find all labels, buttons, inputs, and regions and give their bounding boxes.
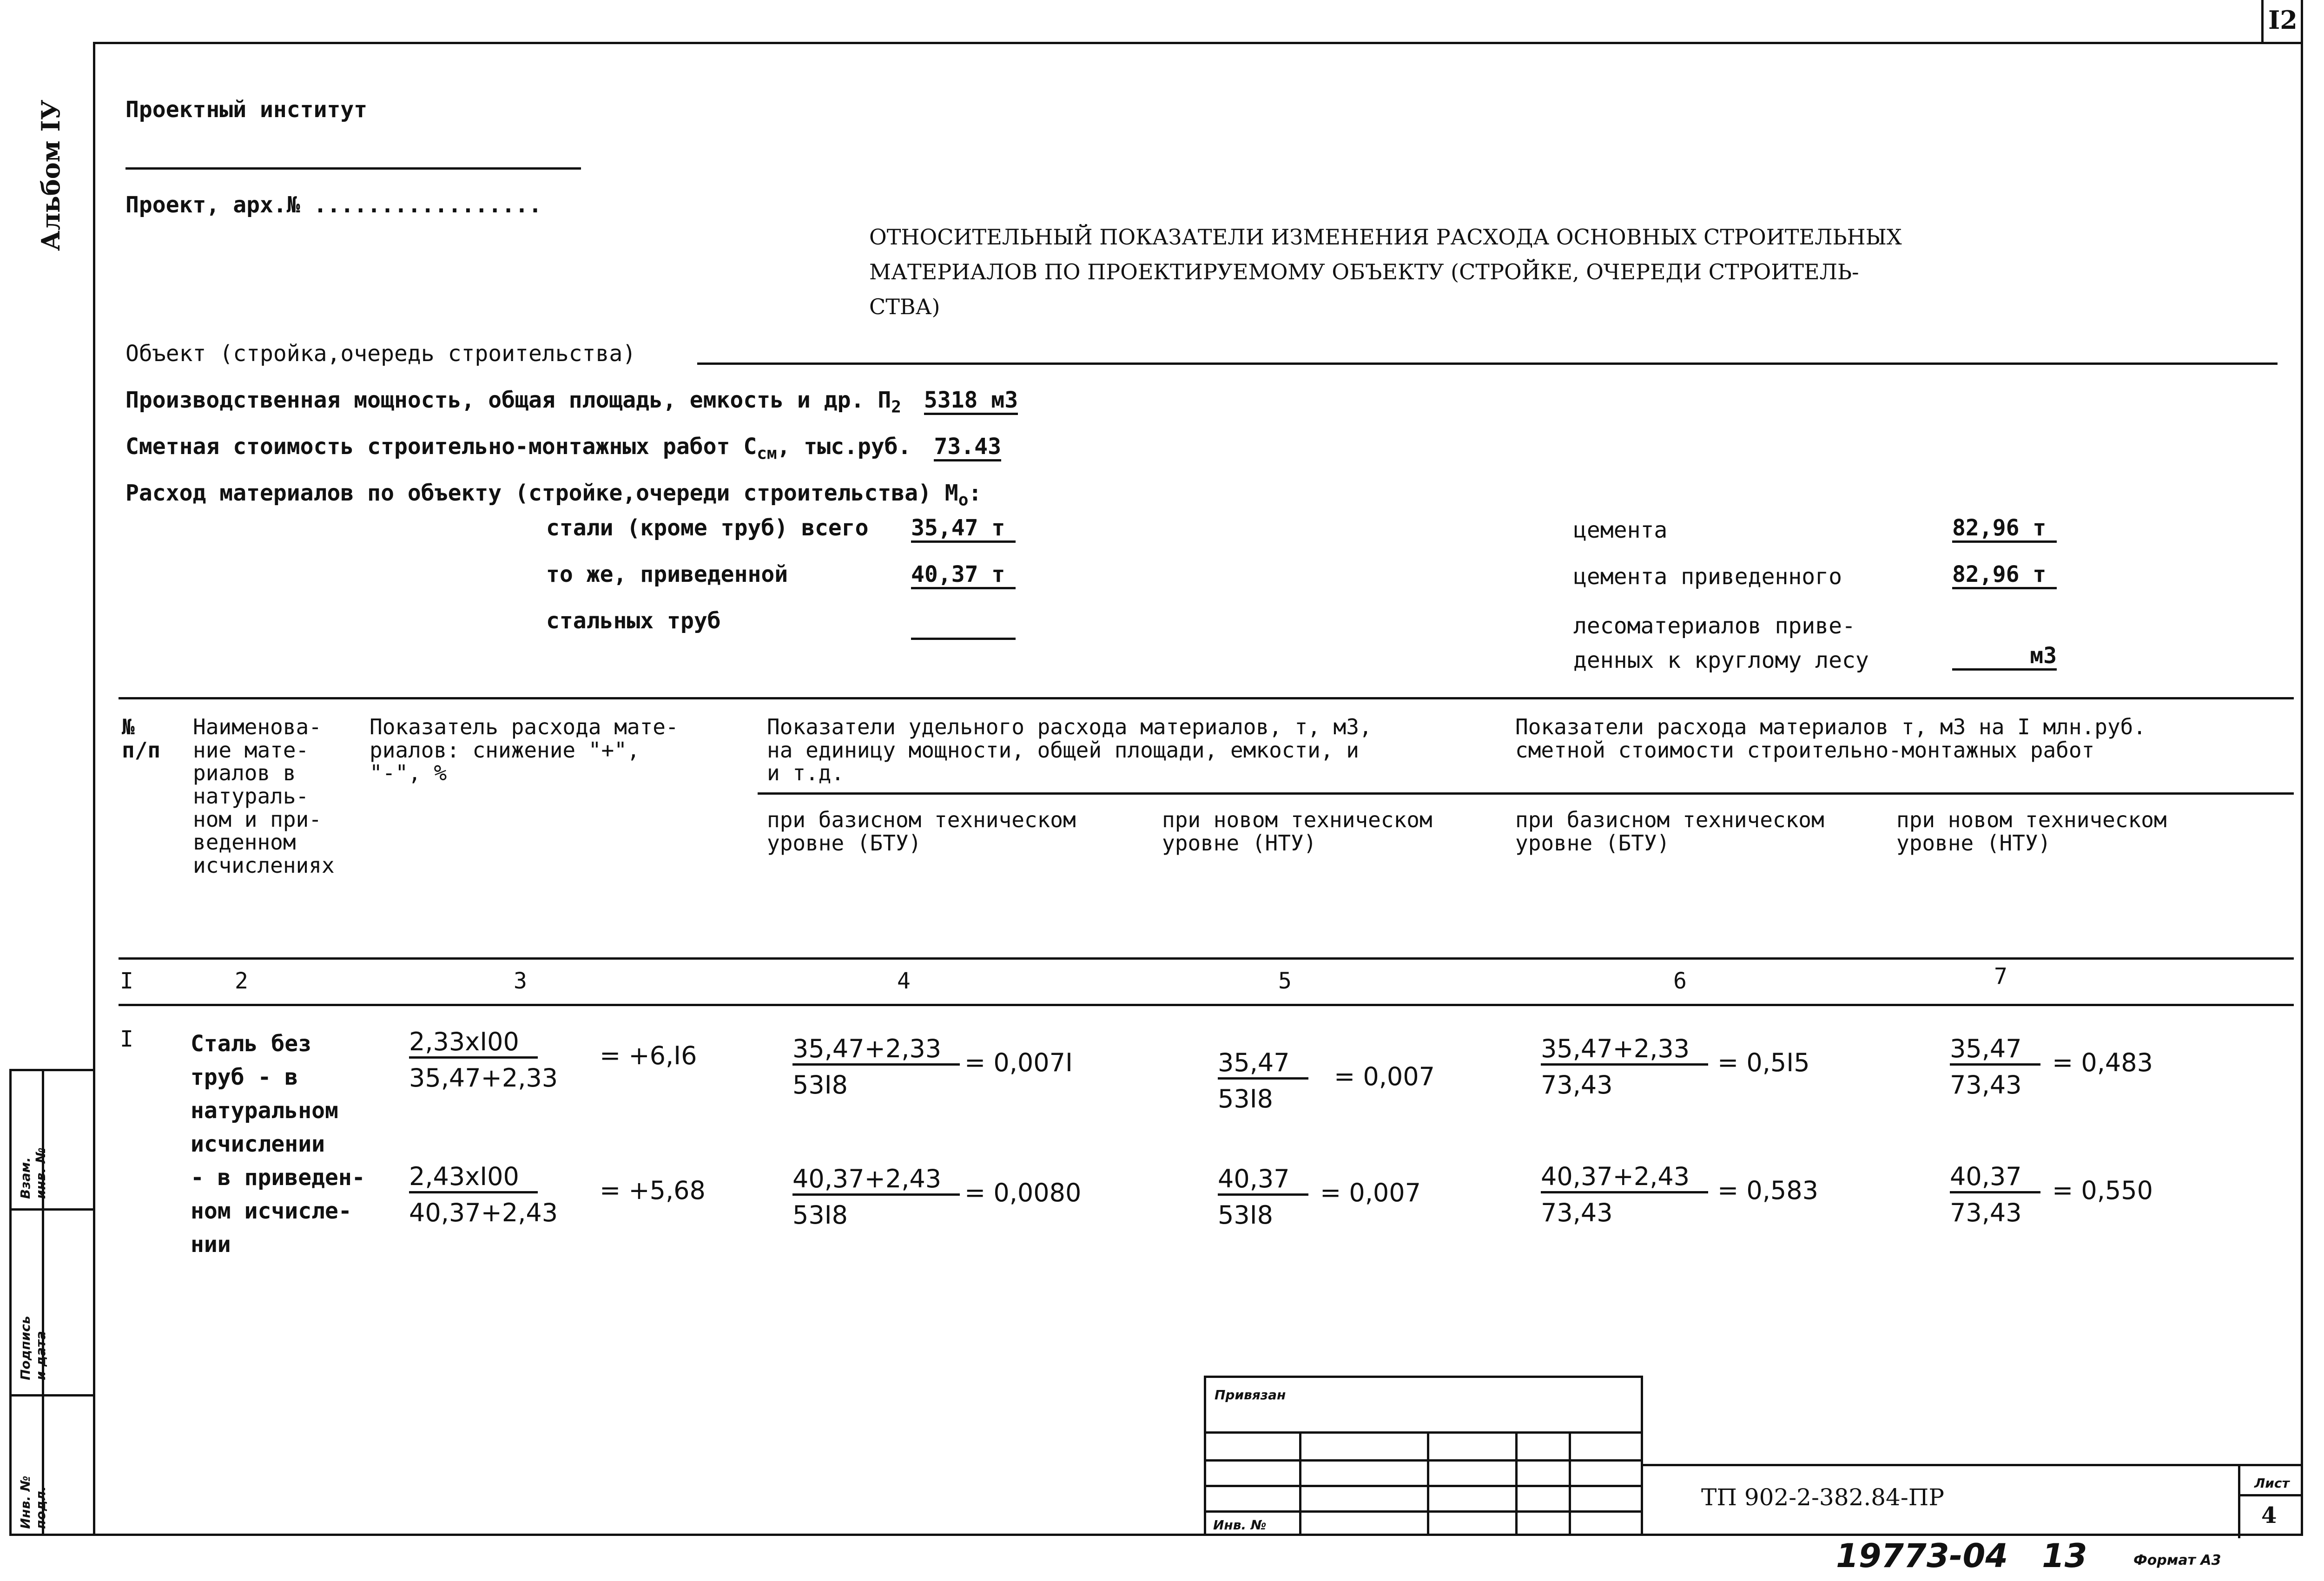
steel-total-label: стали (кроме труб) всего (546, 515, 869, 541)
doc-code: ТП 902-2-382.84-ПР (1701, 1484, 1944, 1511)
steel-pipes-label: стальных труб (546, 608, 721, 634)
consumption-tail: : (968, 480, 982, 506)
r1-c4-numerator: 35,47+2,33 (792, 1034, 960, 1066)
steel-reduced-value: 40,37 т (911, 562, 1016, 589)
col-number-3: 3 (514, 968, 527, 994)
r2-c6-numerator: 40,37+2,43 (1541, 1162, 1708, 1193)
cost-line (125, 435, 1001, 463)
r2-c7-result: = 0,550 (2052, 1176, 2153, 1205)
stamp-privyazan: Привязан (1215, 1387, 1286, 1403)
doc-title-line-2: МАТЕРИАЛОВ ПО ПРОЕКТИРУЕМОМУ ОБЪЕКТУ (СТРОЙКЕ, ОЧЕРЕДИ СТРОИТЕЛЬ- (869, 259, 1859, 284)
side-stamp (9, 1069, 93, 1536)
title-block (1641, 1464, 2303, 1536)
r2-c5-result: = 0,007 (1320, 1178, 1421, 1207)
table-header-bottom-line (119, 957, 2294, 960)
list-value: 4 (2261, 1502, 2277, 1528)
institute-underline (125, 167, 581, 170)
th-specific-group: Показатели удельного расхода материалов, т, м3, на единицу мощности, общей площади, емкости, и и т.д. (767, 714, 1372, 786)
r1-c5-numerator: 35,47 (1218, 1048, 1308, 1080)
col-number-7: 7 (1994, 963, 2007, 989)
cement-reduced-value: 82,96 т (1952, 562, 2057, 589)
side-label-inv: Инв. № подл. (18, 1476, 48, 1529)
format-label: Формат А3 (2133, 1552, 2221, 1568)
row-material-name: Сталь без труб - в натуральном исчислении - в приведен- ном исчисле- нии (191, 1031, 365, 1258)
th-specific-btu: при базисном техническом уровне (БТУ) (767, 807, 1076, 856)
r2-c6-result: = 0,583 (1717, 1176, 1819, 1205)
r1-c7-numerator: 35,47 (1950, 1034, 2040, 1066)
sheet-number-top: I2 (2268, 5, 2298, 35)
steel-pipes-blank (911, 638, 1016, 640)
consumption-line (125, 481, 982, 509)
th-indicator: Показатель расхода мате- риалов: снижение "+", "-", % (370, 714, 679, 786)
r1-c3-numerator: 2,33хI00 (409, 1027, 538, 1059)
col-number-5: 5 (1278, 968, 1292, 994)
r1-c4-denominator: 53I8 (792, 1070, 848, 1100)
cost-sub: см (757, 444, 777, 463)
r1-c4-result: = 0,007I (964, 1048, 1073, 1077)
cost-value: 73.43 (934, 435, 1001, 461)
cost-label: Сметная стоимость строительно-монтажных работ С (125, 434, 757, 460)
r2-c3-numerator: 2,43хI00 (409, 1162, 538, 1193)
bottom-handwritten-number: 19773-04 13 (1836, 1537, 2087, 1575)
row-number: I (120, 1026, 133, 1052)
r1-c3-result: = +6,I6 (600, 1041, 697, 1070)
r2-c4-result: = 0,0080 (964, 1178, 1082, 1207)
r2-c3-result: = +5,68 (600, 1176, 706, 1205)
th-num: № п/п (122, 714, 161, 763)
r2-c5-numerator: 40,37 (1218, 1164, 1308, 1196)
col-number-4: 4 (897, 968, 911, 994)
r1-c5-result: = 0,007 (1334, 1062, 1435, 1091)
col-number-2: 2 (235, 968, 248, 994)
r1-c7-denominator: 73,43 (1950, 1070, 2022, 1100)
capacity-sub: 2 (891, 397, 901, 417)
binding-stamp (1204, 1376, 1643, 1536)
th-specific-ntu: при новом техническом уровне (НТУ) (1162, 807, 1433, 856)
cement-label: цемента (1573, 517, 1668, 543)
side-label-replace: Взам. инв. № (18, 1147, 48, 1199)
steel-total-value: 35,47 т (911, 516, 1016, 543)
r1-c3-denominator: 35,47+2,33 (409, 1063, 558, 1093)
consumption-sub: о (958, 490, 969, 510)
timber-value: м3 (1952, 644, 2057, 671)
th-per-million-ntu: при новом техническом уровне (НТУ) (1896, 807, 2167, 856)
r2-c5-denominator: 53I8 (1218, 1200, 1273, 1230)
list-label: Лист (2254, 1476, 2290, 1491)
r1-c7-result: = 0,483 (2052, 1048, 2153, 1077)
frame-left (93, 42, 95, 1536)
sheet-number-box-left (2261, 0, 2264, 44)
r2-c3-denominator: 40,37+2,43 (409, 1198, 558, 1227)
institute-label: Проектный институт (125, 97, 368, 123)
capacity-value: 5318 м3 (924, 388, 1018, 415)
cement-value: 82,96 т (1952, 516, 2057, 543)
doc-title-line-3: СТВА) (869, 294, 940, 319)
capacity-label: Производственная мощность, общая площадь, емкость и др. П (125, 387, 891, 413)
cement-reduced-label: цемента приведенного (1573, 564, 1842, 590)
table-colnum-bottom-line (119, 1004, 2294, 1006)
th-per-million-btu: при базисном техническом уровне (БТУ) (1515, 807, 1824, 856)
r2-c7-numerator: 40,37 (1950, 1162, 2040, 1193)
r2-c6-denominator: 73,43 (1541, 1198, 1613, 1227)
doc-title-line-1: ОТНОСИТЕЛЬНЫЙ ПОКАЗАТЕЛИ ИЗМЕНЕНИЯ РАСХОДА ОСНОВНЫХ СТРОИТЕЛЬНЫХ (869, 224, 1902, 250)
consumption-label: Расход материалов по объекту (стройке,очереди строительства) М (125, 480, 958, 506)
col-number-1: I (120, 968, 133, 994)
table-subheader-line (758, 792, 2294, 795)
capacity-line (125, 388, 1018, 416)
timber-label: лесоматериалов приве- денных к круглому лесу (1573, 613, 1869, 674)
project-arch: Проект, арх.№ ................. (125, 192, 542, 218)
r1-c5-denominator: 53I8 (1218, 1084, 1273, 1113)
side-label-signature: Подпись и дата (18, 1316, 48, 1380)
r1-c6-result: = 0,5I5 (1717, 1048, 1810, 1077)
stamp-inv: Инв. № (1213, 1517, 1267, 1533)
r2-c4-denominator: 53I8 (792, 1200, 848, 1230)
frame-top (93, 42, 2303, 44)
object-label: Объект (стройка,очередь строительства) (125, 341, 636, 367)
album-label: Альбом IУ (36, 99, 66, 251)
table-top-line (119, 697, 2294, 699)
th-name: Наименова- ние мате- риалов в натураль- ном и при- веденном исчислениях (193, 714, 335, 878)
th-per-million-group: Показатели расхода материалов т, м3 на I млн.руб. сметной стоимости строительно-монтажных работ (1515, 714, 2146, 763)
cost-suffix: , тыс.руб. (777, 434, 911, 460)
r2-c4-numerator: 40,37+2,43 (792, 1164, 960, 1196)
object-underline (697, 362, 2278, 365)
r2-c7-denominator: 73,43 (1950, 1198, 2022, 1227)
steel-reduced-label: то же, приведенной (546, 561, 788, 587)
r1-c6-numerator: 35,47+2,33 (1541, 1034, 1708, 1066)
col-number-6: 6 (1673, 968, 1687, 994)
r1-c6-denominator: 73,43 (1541, 1070, 1613, 1100)
frame-right (2301, 0, 2303, 1536)
